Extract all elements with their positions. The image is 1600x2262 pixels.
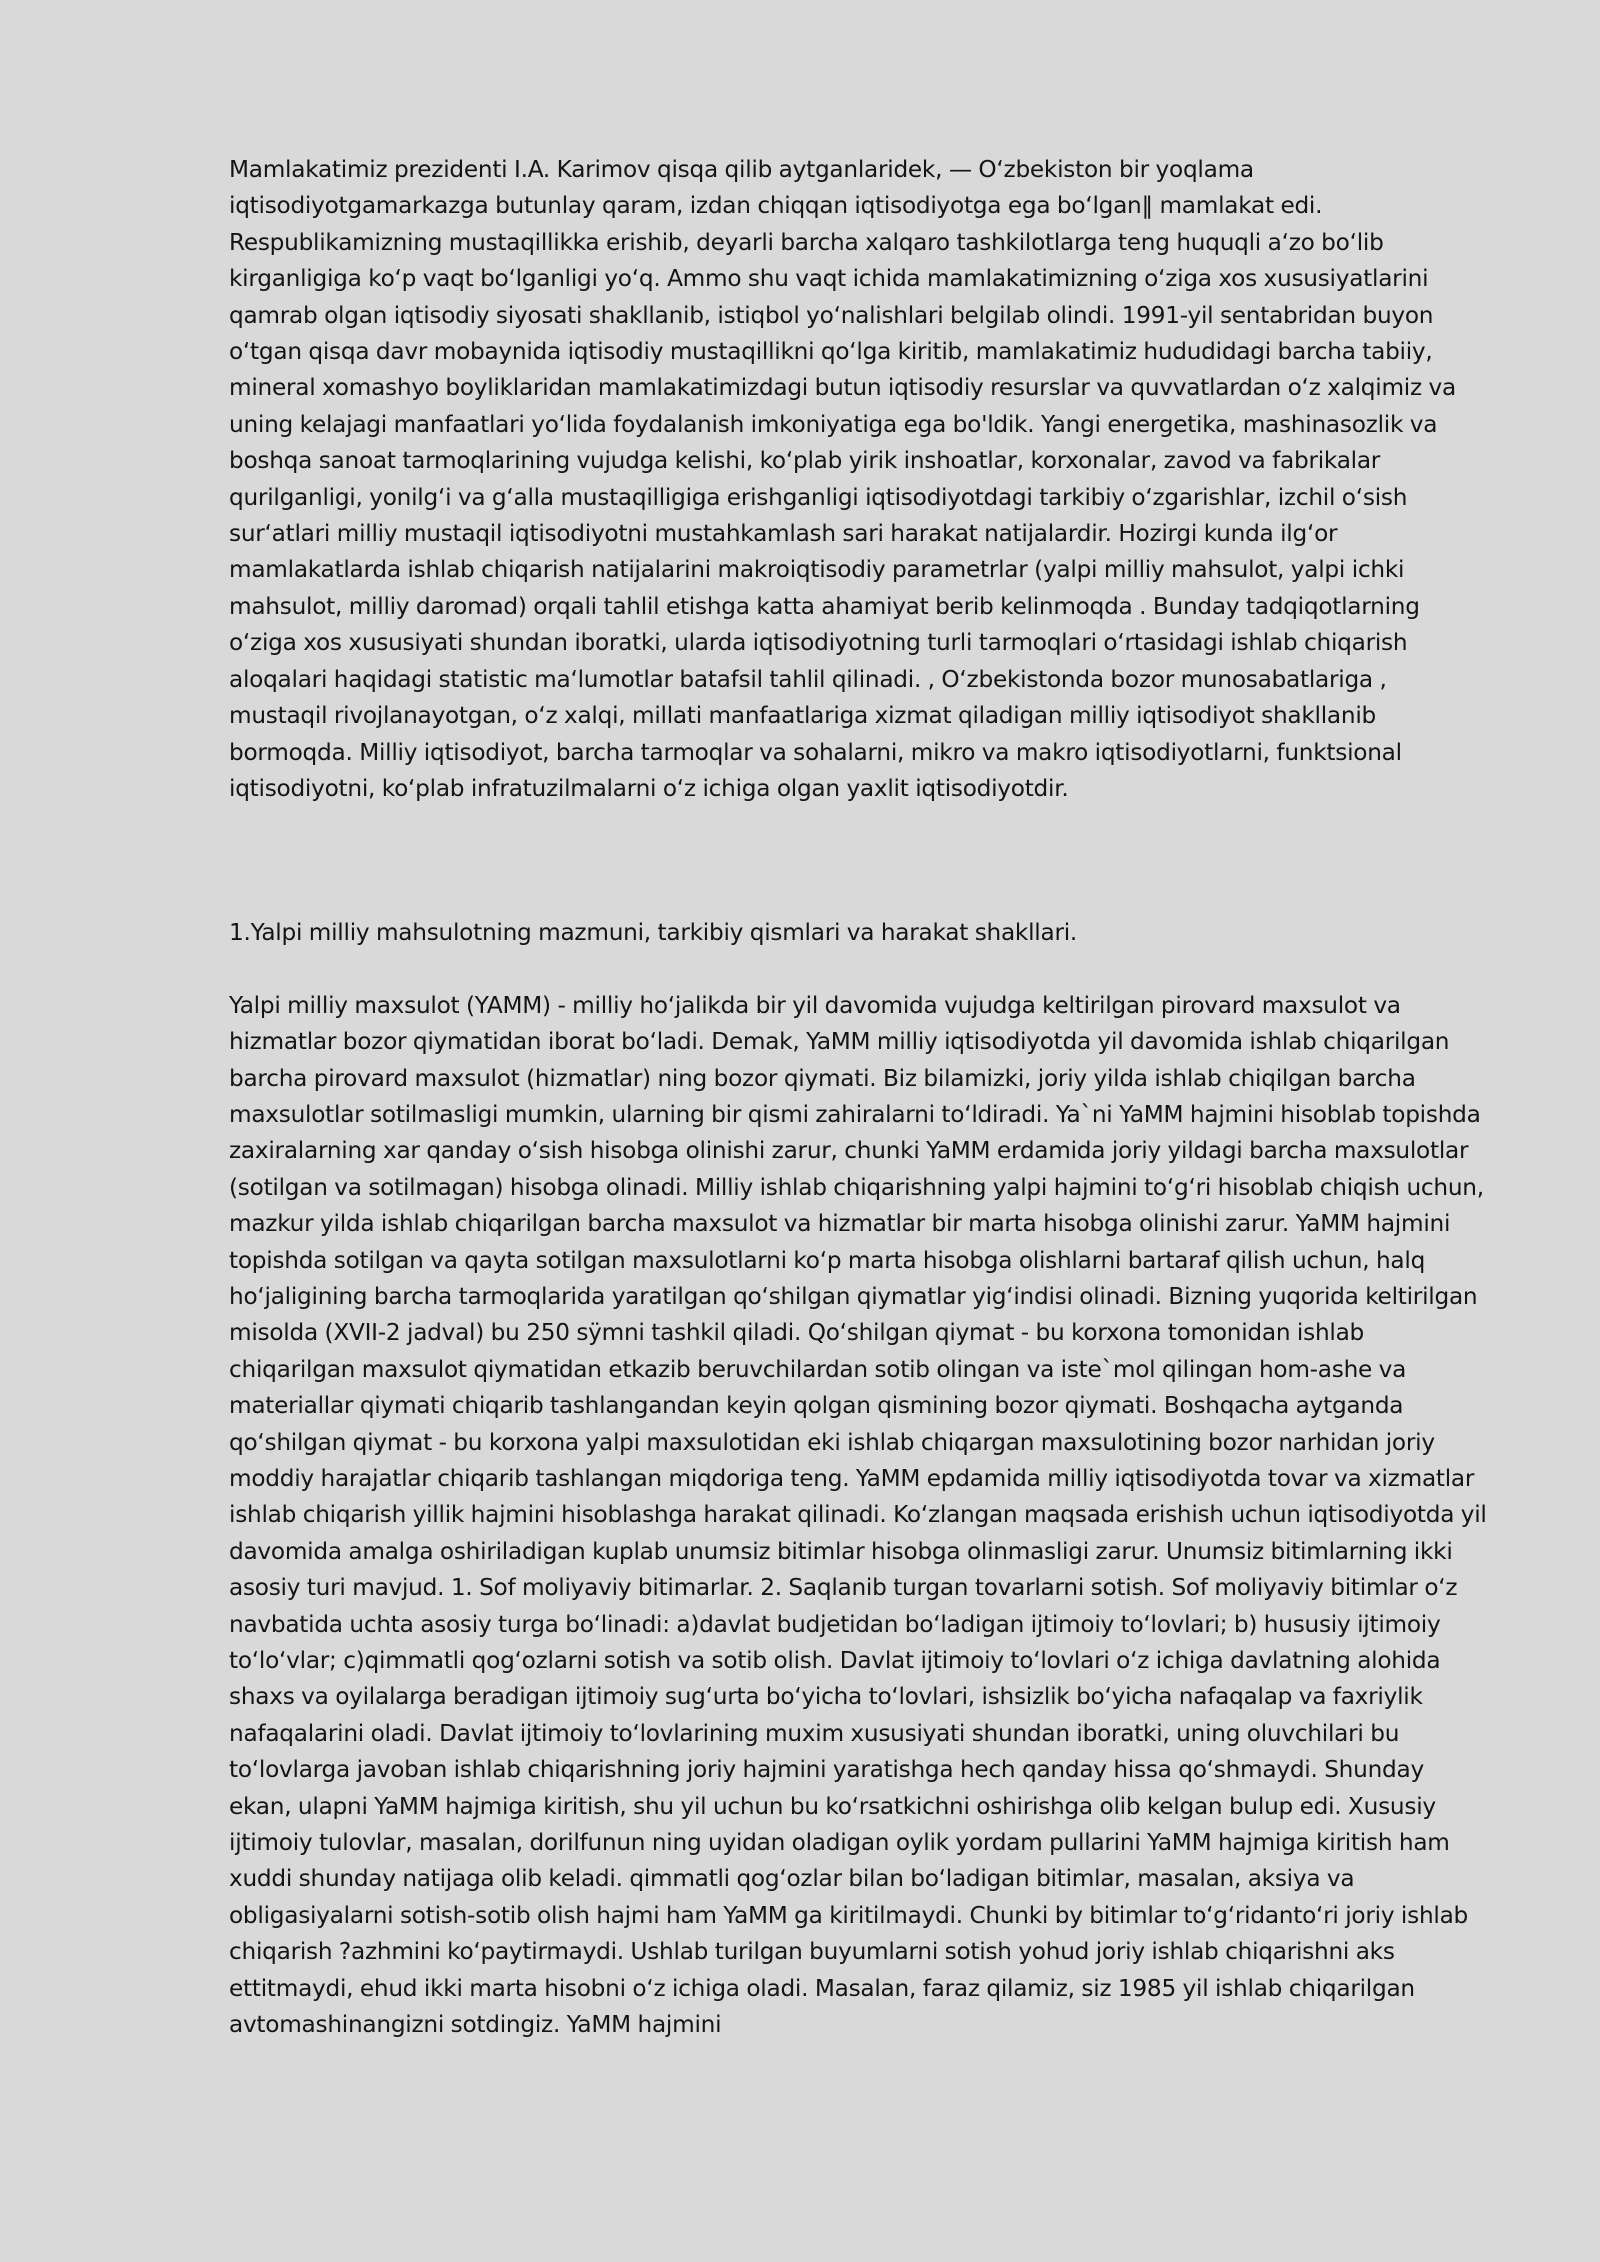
intro-paragraph: Mamlakatimiz prezidenti I.A. Karimov qisqa qilib aytganlaridek, — O‘zbekiston bir yoqlama iqtisodiyotgamarkazga butunlay qaram, izdan chiqqan iqtisodiyotga ega bo‘lgan‖ mamlakat edi. Respublikamizning mustaqillikka erishib, deyarli barcha xalqaro tashkilotlarga teng huquqli a‘zo bo‘lib kirganligiga ko‘p vaqt bo‘lganligi yo‘q. Ammo shu vaqt ichida mamlakatimizning o‘ziga xos xususiyatlarini qamrab olgan iqtisodiy siyosati shakllanib, istiqbol yo‘nalishlari belgilab olindi. 1991-yil sentabridan buyon o‘tgan qisqa davr mobaynida iqtisodiy mustaqillikni qo‘lga kiritib, mamlakatimiz hududidagi barcha tabiiy, mineral xomashyo boyliklaridan mamlakatimizdagi butun iqtisodiy resurslar va quvvatlardan o‘z xalqimiz va uning kelajagi manfaatlari yo‘lida foydalanish imkoniyatiga ega bo'ldik. Yangi energetika, mashinasozlik va boshqa sanoat tarmoqlarining vujudga kelishi, ko‘plab yirik inshoatlar, korxonalar, zavod va fabrikalar qurilganligi, yonilg‘i va g‘alla mustaqilligiga erishganligi iqtisodiyotdagi tarkibiy o‘zgarishlar, izchil o‘sish sur‘atlari milliy mustaqil iqtisodiyotni mustahkamlash sari harakat natijalardir. Hozirgi kunda ilg‘or mamlakatlarda ishlab chiqarish natijalarini makroiqtisodiy parametrlar (yalpi milliy mahsulot, yalpi ichki mahsulot, milliy daromad) orqali tahlil etishga katta ahamiyat berib kelinmoqda . Bunday tadqiqotlarning o‘ziga xos xususiyati shundan iboratki, ularda iqtisodiyotning turli tarmoqlari o‘rtasidagi ishlab chiqarish aloqalari haqidagi statistic ma‘lumotlar batafsil tahlil qilinadi. , O‘zbekistonda bozor munosabatlariga , mustaqil rivojlanayotgan, o‘z xalqi, millati manfaatlariga xizmat qiladigan milliy iqtisodiyot shakllanib bormoqda. Milliy iqtisodiyot, barcha tarmoqlar va sohalarni, mikro va makro iqtisodiyotlarni, funktsional iqtisodiyotni, ko‘plab infratuzilmalarni o‘z ichiga olgan yaxlit iqtisodiyotdir. xyxy=(229,156,1456,802)
section-heading: 1.Yalpi milliy mahsulotning mazmuni, tarkibiy qismlari va harakat shakllari. xyxy=(229,919,1078,947)
body-paragraph: Yalpi milliy maxsulot (YAMM) - milliy ho‘jalikda bir yil davomida vujudga keltirilgan pirovard maxsulot va hizmatlar bozor qiymatidan iborat bo‘ladi. Demak, YaMM milliy iqtisodiyotda yil davomida ishlab chiqarilgan barcha pirovard maxsulot (hizmatlar) ning bozor qiymati. Biz bilamizki, joriy yilda ishlab chiqilgan barcha maxsulotlar sotilmasligi mumkin, ularning bir qismi zahiralarni to‘ldiradi. Ya`ni YaMM hajmini hisoblab topishda zaxiralarning xar qanday o‘sish hisobga olinishi zarur, chunki YaMM erdamida joriy yildagi barcha maxsulotlar (sotilgan va sotilmagan) hisobga olinadi. Milliy ishlab chiqarishning yalpi hajmini to‘g‘ri hisoblab chiqish uchun, mazkur yilda ishlab chiqarilgan barcha maxsulot va hizmatlar bir marta hisobga olinishi zarur. YaMM hajmini topishda sotilgan va qayta sotilgan maxsulotlarni ko‘p marta hisobga olishlarni bartaraf qilish uchun, halq ho‘jaligining barcha tarmoqlarida yaratilgan qo‘shilgan qiymatlar yig‘indisi olinadi. Bizning yuqorida keltirilgan misolda (XVII-2 jadval) bu 250 sÿmni tashkil qiladi. Qo‘shilgan qiymat - bu korxona tomonidan ishlab chiqarilgan maxsulot qiymatidan etkazib beruvchilardan sotib olingan va iste`mol qilingan hom-ashe va materiallar qiymati chiqarib tashlangandan keyin qolgan qismining bozor qiymati. Boshqacha aytganda qo‘shilgan qiymat - bu korxona yalpi maxsulotidan eki ishlab chiqargan maxsulotining bozor narhidan joriy moddiy harajatlar chiqarib tashlangan miqdoriga teng. YaMM epdamida milliy iqtisodiyotda tovar va xizmatlar ishlab chiqarish yillik hajmini hisoblashga harakat qilinadi. Ko‘zlangan maqsada erishish uchun iqtisodiyotda yil davomida amalga oshiriladigan kuplab unumsiz bitimlar hisobga olinmasligi zarur. Unumsiz bitimlarning ikki asosiy turi mavjud. 1. Sof moliyaviy bitimarlar. 2. Saqlanib turgan tovarlarni sotish. Sof moliyaviy bitimlar o‘z navbatida uchta asosiy turga bo‘linadi: a)davlat budjetidan bo‘ladigan ijtimoiy to‘lovlari; b) hususiy ijtimoiy to‘lo‘vlar; c)qimmatli qog‘ozlarni sotish va sotib olish. Davlat ijtimoiy to‘lovlari o‘z ichiga davlatning alohida shaxs va oyilalarga beradigan ijtimoiy sug‘urta bo‘yicha to‘lovlari, ishsizlik bo‘yicha nafaqalap va faxriylik nafaqalarini oladi. Davlat ijtimoiy to‘lovlarining muxim xususiyati shundan iboratki, uning oluvchilari bu to‘lovlarga javoban ishlab chiqarishning joriy hajmini yaratishga hech qanday hissa qo‘shmaydi. Shunday ekan, ulapni YaMM hajmiga kiritish, shu yil uchun bu ko‘rsatkichni oshirishga olib kelgan bulup edi. Xususiy ijtimoiy tulovlar, masalan, dorilfunun ning uyidan oladigan oylik yordam pullarini YaMM hajmiga kiritish ham xuddi shunday natijaga olib keladi. qimmatli qog‘ozlar bilan bo‘ladigan bitimlar, masalan, aksiya va obligasiyalarni sotish-sotib olish hajmi ham YaMM ga kiritilmaydi. Chunki by bitimlar to‘g‘ridanto‘ri joriy ishlab chiqarish ?azhmini ko‘paytirmaydi. Ushlab turilgan buyumlarni sotish yohud joriy ishlab chiqarishni aks ettitmaydi, ehud ikki marta hisobni o‘z ichiga oladi. Masalan, faraz qilamiz, siz 1985 yil ishlab chiqarilgan avtomashinangizni sotdingiz. YaMM hajmini xyxy=(229,991,1487,2039)
document-page xyxy=(229,152,1489,2044)
